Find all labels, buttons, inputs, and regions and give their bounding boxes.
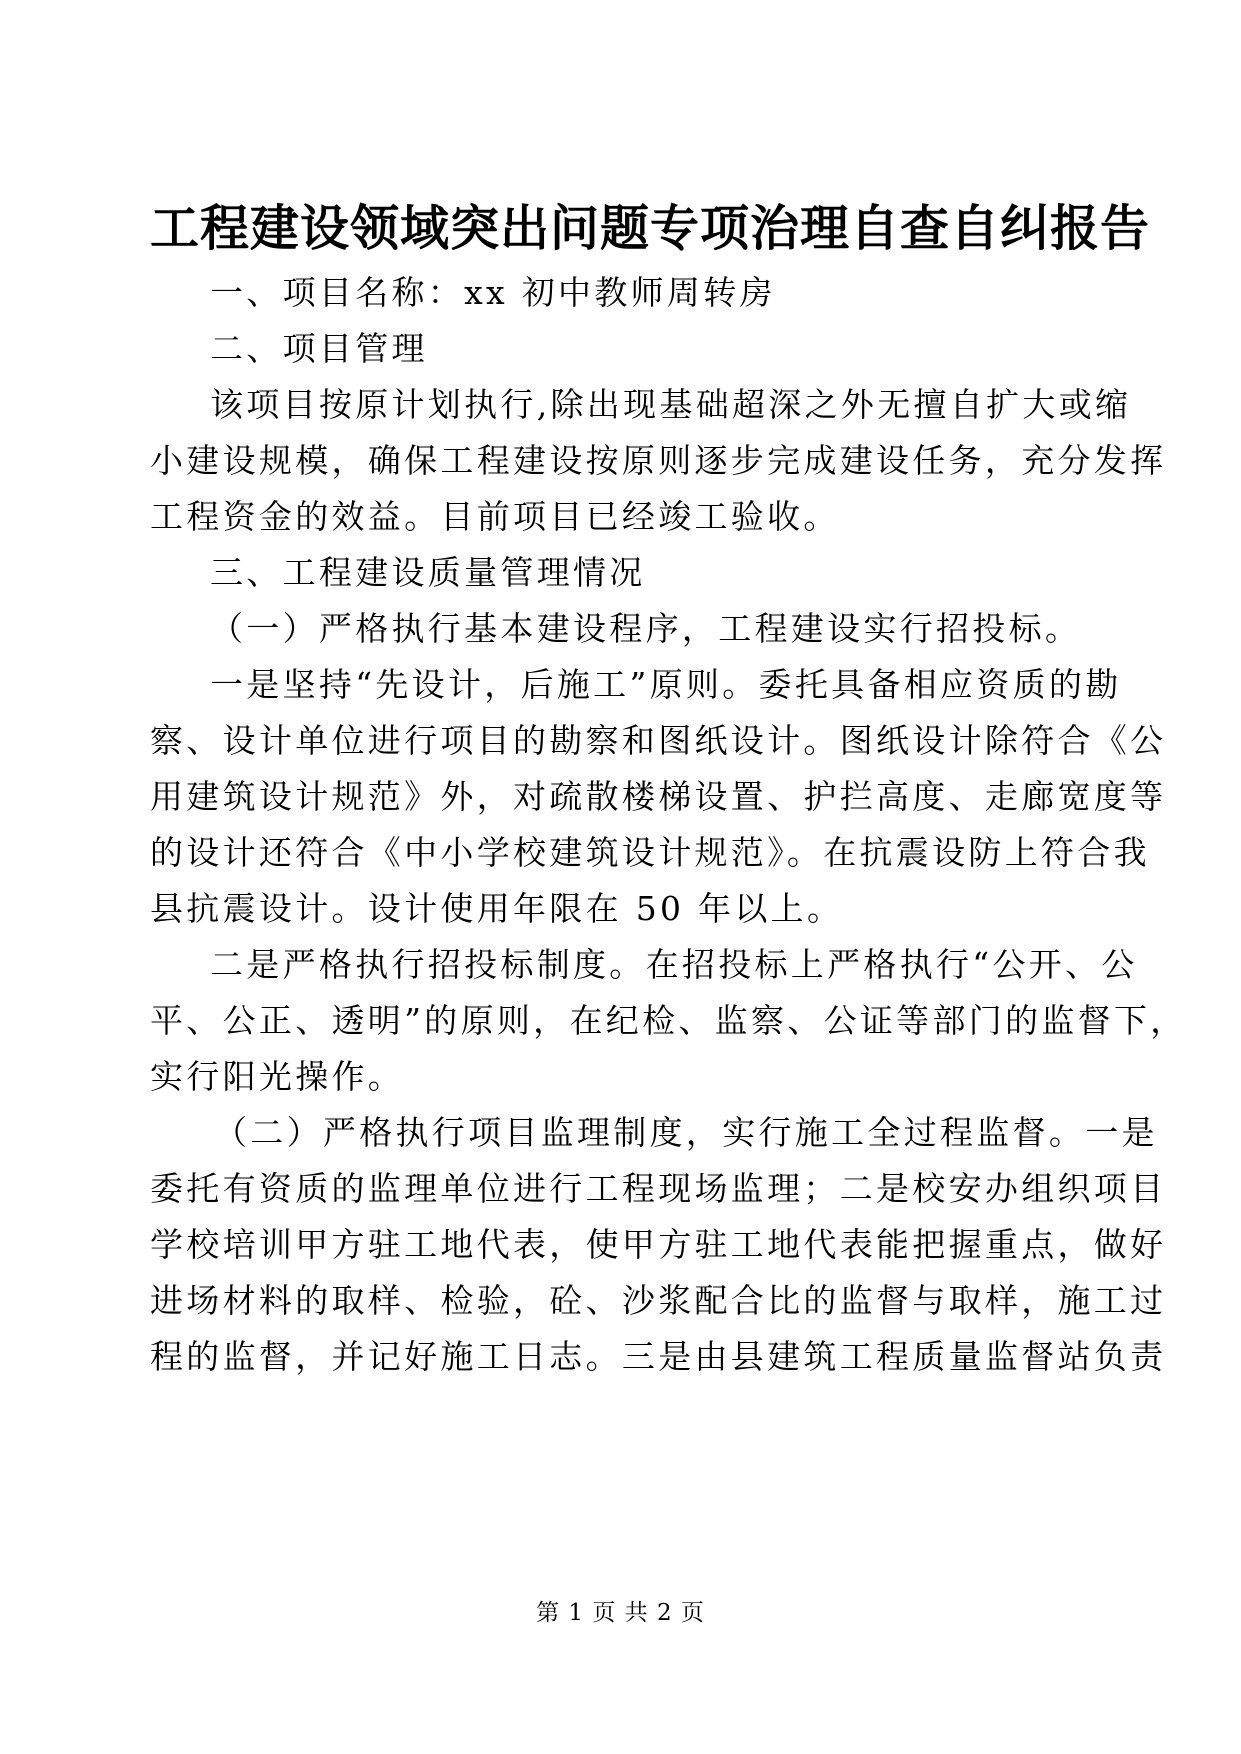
paragraph-line: 平、公正、透明”的原则，在纪检、监察、公证等部门的监督下，	[150, 1001, 1187, 1040]
document-title: 工程建设领域突出问题专项治理自查自纠报告	[150, 199, 1151, 257]
paragraph-line: 实行阳光操作。	[150, 1057, 405, 1096]
paragraph-line: 三、工程建设质量管理情况	[210, 553, 646, 592]
paragraph-line: 委托有资质的监理单位进行工程现场监理；二是校安办组织项目	[150, 1169, 1167, 1208]
paragraph-line: 一、项目名称：xx 初中教师周转房	[210, 273, 776, 312]
paragraph-line: 二是严格执行招投标制度。在招投标上严格执行“公开、公	[210, 945, 1138, 984]
paragraph-line: 的设计还符合《中小学校建筑设计规范》。在抗震设防上符合我	[150, 833, 1150, 872]
paragraph-line: 该项目按原计划执行,除出现基础超深之外无擅自扩大或缩	[210, 385, 1132, 424]
page-footer: 第 1 页 共 2 页	[536, 1600, 705, 1626]
paragraph-line: 进场材料的取样、检验，砼、沙浆配合比的监督与取样，施工过	[150, 1281, 1167, 1320]
paragraph-line: 二、项目管理	[210, 329, 428, 368]
paragraph-line: 小建设规模，确保工程建设按原则逐步完成建设任务，充分发挥	[150, 441, 1167, 480]
paragraph-line: 察、设计单位进行项目的勘察和图纸设计。图纸设计除符合《公	[150, 721, 1167, 760]
paragraph-line: 一是坚持“先设计，后施工”原则。委托具备相应资质的勘	[210, 665, 1122, 704]
paragraph-line: （二）严格执行项目监理制度，实行施工全过程监督。一是	[214, 1113, 1158, 1152]
paragraph-line: 程的监督，并记好施工日志。三是由县建筑工程质量监督站负责	[150, 1337, 1167, 1376]
paragraph-line: 学校培训甲方驻工地代表，使甲方驻工地代表能把握重点，做好	[150, 1225, 1167, 1264]
paragraph-line: 用建筑设计规范》外，对疏散楼梯设置、护拦高度、走廊宽度等	[150, 777, 1167, 816]
paragraph-line: （一）严格执行基本建设程序，工程建设实行招投标。	[210, 609, 1082, 648]
paragraph-line: 县抗震设计。设计使用年限在 50 年以上。	[150, 889, 844, 928]
paragraph-line: 工程资金的效益。目前项目已经竣工验收。	[150, 497, 840, 536]
